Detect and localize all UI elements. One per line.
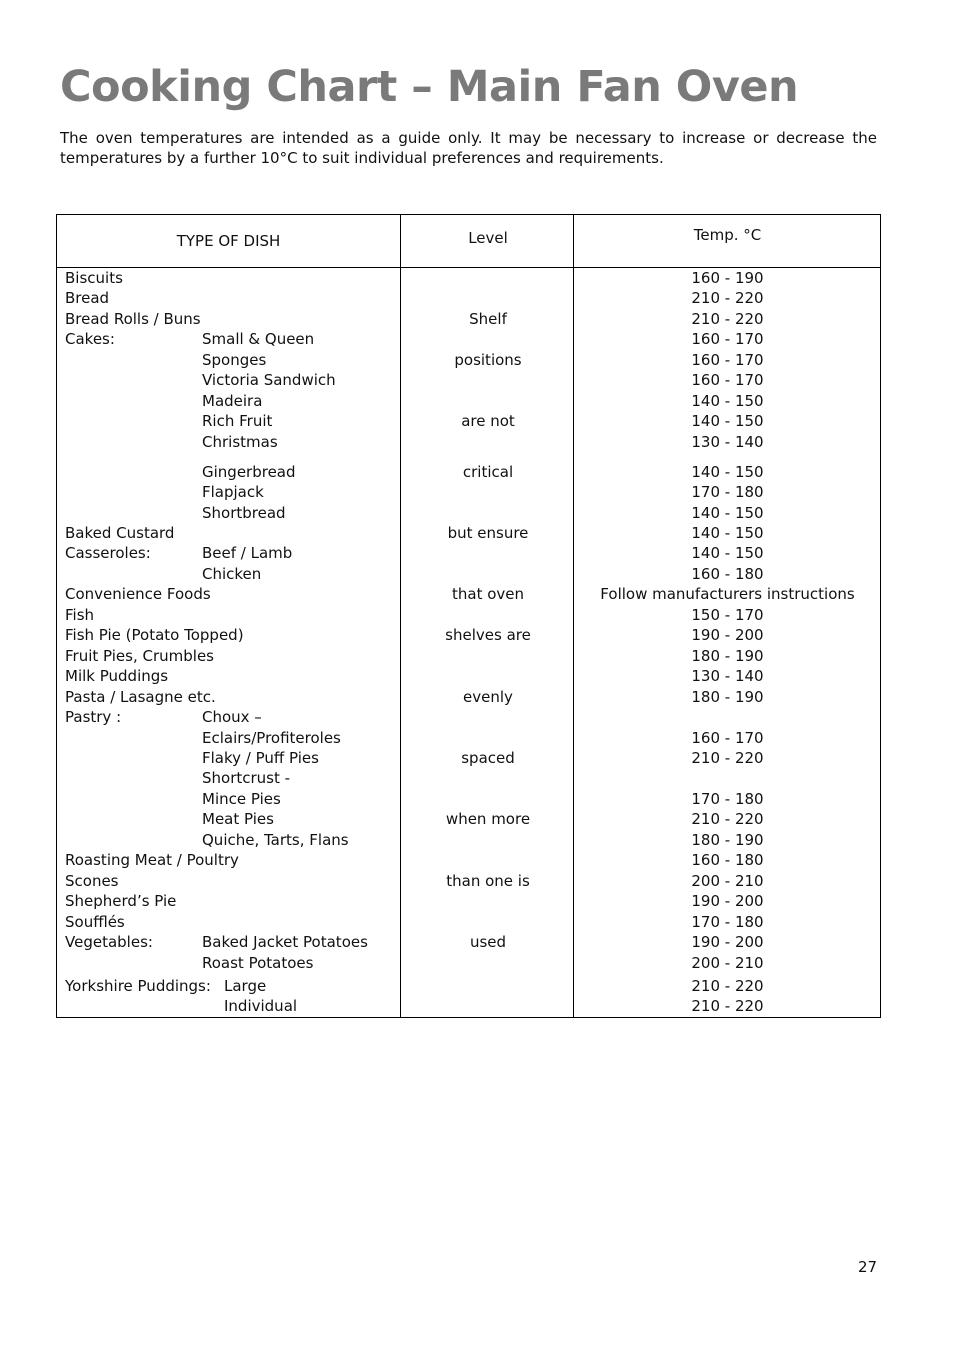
dish-subtype: Individual (224, 997, 298, 1015)
level-cell: evenly (463, 688, 513, 706)
table-row (57, 350, 880, 370)
header-type-of-dish: TYPE OF DISH (176, 232, 281, 250)
temperature-cell: 160 - 170 (691, 330, 764, 348)
temperature-cell: 180 - 190 (691, 831, 764, 849)
page-title: Cooking Chart – Main Fan Oven (60, 62, 799, 112)
dish-subtype: Baked Jacket Potatoes (202, 933, 368, 951)
level-cell: shelves are (445, 626, 531, 644)
level-cell: positions (454, 351, 522, 369)
table-row (57, 932, 880, 952)
table-row (57, 687, 880, 707)
table-row (57, 584, 880, 604)
dish-subtype: Sponges (202, 351, 267, 369)
dish-subtype: Flaky / Puff Pies (202, 749, 319, 767)
table-row (57, 666, 880, 686)
table-row (57, 953, 880, 973)
dish-subtype: Flapjack (202, 483, 264, 501)
temperature-cell: 150 - 170 (691, 606, 764, 624)
table-row (57, 411, 880, 431)
table-row (57, 268, 880, 288)
header-level: Level (468, 229, 508, 247)
table-row (57, 564, 880, 584)
table-row (57, 768, 880, 788)
dish-category: Roasting Meat / Poultry (65, 851, 239, 869)
table-row (57, 646, 880, 666)
temperature-cell: 160 - 180 (691, 565, 764, 583)
dish-subtype: Large (224, 977, 267, 995)
dish-category: Yorkshire Puddings: (65, 977, 211, 995)
dish-subtype: Victoria Sandwich (202, 371, 336, 389)
dish-subtype: Madeira (202, 392, 263, 410)
table-row (57, 288, 880, 308)
dish-category: Scones (65, 872, 119, 890)
table-row (57, 391, 880, 411)
temperature-cell: 160 - 170 (691, 371, 764, 389)
temperature-cell: 160 - 170 (691, 351, 764, 369)
cooking-chart-table (56, 214, 881, 1018)
dish-subtype: Mince Pies (202, 790, 281, 808)
level-cell: spaced (461, 749, 515, 767)
dish-subtype: Chicken (202, 565, 262, 583)
temperature-cell: 130 - 140 (691, 667, 764, 685)
dish-subtype: Eclairs/Profiteroles (202, 729, 341, 747)
temperature-cell: 160 - 170 (691, 729, 764, 747)
dish-category: Fruit Pies, Crumbles (65, 647, 214, 665)
level-cell: but ensure (447, 524, 529, 542)
table-row (57, 625, 880, 645)
table-row (57, 309, 880, 329)
temperature-cell: 140 - 150 (691, 504, 764, 522)
dish-subtype: Beef / Lamb (202, 544, 293, 562)
table-row (57, 370, 880, 390)
page-number: 27 (858, 1258, 878, 1276)
level-cell: are not (461, 412, 515, 430)
temperature-cell: 140 - 150 (691, 412, 764, 430)
dish-category: Bread (65, 289, 110, 307)
temperature-cell: 140 - 150 (691, 463, 764, 481)
temperature-cell: 140 - 150 (691, 392, 764, 410)
dish-subtype: Choux – (202, 708, 262, 726)
dish-category: Biscuits (65, 269, 123, 287)
dish-subtype: Christmas (202, 433, 278, 451)
temperature-cell: 180 - 190 (691, 688, 764, 706)
temperature-cell: 190 - 200 (691, 626, 764, 644)
temperature-cell: 190 - 200 (691, 933, 764, 951)
temperature-cell: 210 - 220 (691, 289, 764, 307)
dish-subtype: Meat Pies (202, 810, 274, 828)
temperature-cell: 210 - 220 (691, 310, 764, 328)
temperature-cell: Follow manufacturers instructions (600, 585, 855, 603)
temperature-cell: 210 - 220 (691, 749, 764, 767)
dish-category: Fish Pie (Potato Topped) (65, 626, 244, 644)
table-row (57, 912, 880, 932)
level-cell: than one is (446, 872, 530, 890)
dish-category: Vegetables: (65, 933, 153, 951)
temperature-cell: 180 - 190 (691, 647, 764, 665)
dish-subtype: Rich Fruit (202, 412, 273, 430)
table-row (57, 976, 880, 996)
dish-category: Pasta / Lasagne etc. (65, 688, 216, 706)
dish-category: Bread Rolls / Buns (65, 310, 201, 328)
temperature-cell: 170 - 180 (691, 483, 764, 501)
intro-paragraph: The oven temperatures are intended as a guide only. It may be necessary to increase or decrease the temperatures by a further 10°C to suit individual preferences and requirements. (60, 129, 877, 167)
temperature-cell: 200 - 210 (691, 954, 764, 972)
table-row (57, 809, 880, 829)
level-cell: that oven (451, 585, 525, 603)
table-row (57, 728, 880, 748)
dish-subtype: Shortcrust - (202, 769, 291, 787)
table-row (57, 432, 880, 452)
temperature-cell: 210 - 220 (691, 810, 764, 828)
level-cell: Shelf (469, 310, 507, 328)
dish-category: Convenience Foods (65, 585, 211, 603)
table-row (57, 996, 880, 1016)
dish-category: Shepherd’s Pie (65, 892, 177, 910)
dish-subtype: Quiche, Tarts, Flans (202, 831, 349, 849)
table-row (57, 482, 880, 502)
temperature-cell: 160 - 180 (691, 851, 764, 869)
dish-category: Baked Custard (65, 524, 175, 542)
dish-subtype: Gingerbread (202, 463, 296, 481)
table-row (57, 543, 880, 563)
temperature-cell: 140 - 150 (691, 544, 764, 562)
table-row (57, 707, 880, 727)
table-row (57, 891, 880, 911)
temperature-cell: 140 - 150 (691, 524, 764, 542)
temperature-cell: 200 - 210 (691, 872, 764, 890)
table-row (57, 748, 880, 768)
level-cell: when more (445, 810, 531, 828)
table-row (57, 789, 880, 809)
temperature-cell: 210 - 220 (691, 977, 764, 995)
dish-category: Casseroles: (65, 544, 151, 562)
dish-subtype: Shortbread (202, 504, 286, 522)
dish-category: Pastry : (65, 708, 122, 726)
table-row (57, 605, 880, 625)
level-cell: critical (462, 463, 514, 481)
table-row (57, 462, 880, 482)
dish-category: Milk Puddings (65, 667, 169, 685)
temperature-cell: 190 - 200 (691, 892, 764, 910)
dish-category: Soufflés (65, 913, 125, 931)
temperature-cell: 170 - 180 (691, 913, 764, 931)
dish-subtype: Small & Queen (202, 330, 315, 348)
table-row (57, 871, 880, 891)
dish-category: Fish (65, 606, 95, 624)
temperature-cell: 160 - 190 (691, 269, 764, 287)
table-row (57, 523, 880, 543)
level-cell: used (469, 933, 507, 951)
table-row (57, 850, 880, 870)
table-row (57, 830, 880, 850)
table-row (57, 329, 880, 349)
dish-category: Cakes: (65, 330, 115, 348)
temperature-cell: 130 - 140 (691, 433, 764, 451)
dish-subtype: Roast Potatoes (202, 954, 314, 972)
table-row (57, 503, 880, 523)
header-temp: Temp. °C (693, 226, 762, 244)
temperature-cell: 170 - 180 (691, 790, 764, 808)
temperature-cell: 210 - 220 (691, 997, 764, 1015)
